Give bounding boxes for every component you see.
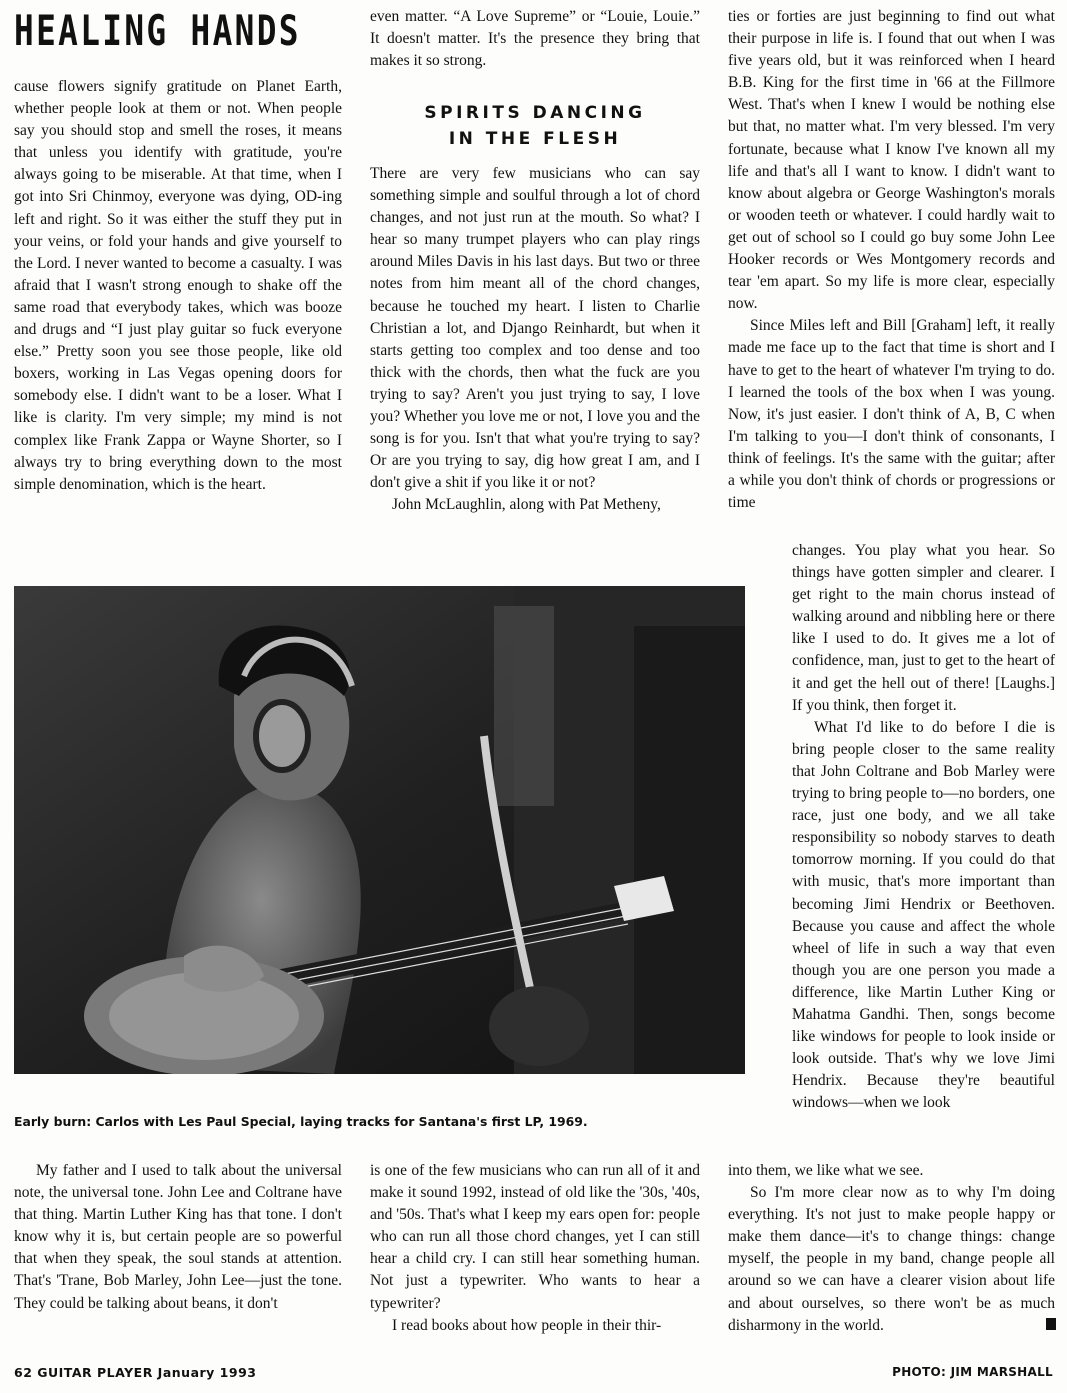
article-column-1: [14, 76, 342, 496]
paragraph: What I'd like to do before I die is bring people closer to the same reality that John Coltrane and Bob Marley were trying to bring people to—no borders, one race, just one body, and we all take responsibility so nobody starves to death tomorrow morning. If you could do that with music, that's more important than becoming Jimi Hendrix or Beethoven. Because you cause and affect the whole wheel of life in such a way that even though you are one person you made a difference, like Martin Luther King or Mahatma Gandhi. Then, songs become like windows for people to look inside or look outside. That's why we love Jimi Hendrix. Because they're beautiful windows—when we look: [792, 718, 1055, 1112]
photo-credit: PHOTO: JIM MARSHALL: [892, 1365, 1053, 1379]
paragraph: even matter. “A Love Supreme” or “Louie, Louie.” It doesn't matter. It's the presence they bring that makes it so strong.: [370, 8, 700, 70]
paragraph: changes. You play what you hear. So things have gotten simpler and clearer. I get right to the main chorus instead of walking around and nibbling here or there like I used to do. It gives me a lot of confidence, man, just to get to the heart of it and get the hell out of there! [Laughs.] If you think, then forget it.: [792, 542, 1055, 714]
paragraph: My father and I used to talk about the universal note, the universal tone. John Lee and Coltrane have that thing. Martin Luther King has that tone. I don't know why it is, but certain people are so powerful that when they speak, the soul stands at attention. That's 'Trane, Bob Marley, John Lee—just the tone. They could be talking about beans, it don't: [14, 1162, 342, 1312]
paragraph: cause flowers signify gratitude on Planet Earth, whether people look at them or not. When people say you should stop and smell the roses, it means that unless you identify with gratitude, you're always going to be miserable. At that time, when I got into Sri Chinmoy, everyone was dying, OD-ing left and right. So it was either the stuff they put in your veins, or fold your hands and give yourself to the Lord. I never wanted to become a casualty. I was afraid that I wasn't strong enough to shake off the same road that everybody takes, which was booze and drugs and “I just play guitar so fuck everyone else.” Pretty soon you see those people, like old boxers, working in Las Vegas opening doors for somebody else. I didn't want to be a loser. What I like is clarity. I'm very simple; my mind is not complex like Frank Zappa or Wayne Shorter, so I always try to bring everything down to the most simple denomination, which is the heart.: [14, 78, 342, 493]
article-column-1-bottom: [14, 1160, 342, 1315]
section-subhead: [370, 100, 700, 152]
subhead-line: SPIRITS DANCING: [424, 103, 646, 123]
photo-illustration: [14, 586, 745, 1074]
paragraph: I read books about how people in their thir-: [392, 1316, 662, 1334]
article-column-2: [370, 6, 700, 72]
article-column-3-wrap: [792, 540, 1055, 1114]
paragraph: into them, we like what we see.: [728, 1162, 924, 1179]
paragraph: So I'm more clear now as to why I'm doing everything. It's not just to make people happy or make them dance—it's to change things: change myself, the people in my band, change people all around so we can have a clearer vision about life and about ourselves, so there won't be as much disharmony in the world.: [728, 1184, 1055, 1334]
page-footer: 62 GUITAR PLAYER January 1993: [14, 1365, 257, 1380]
photo-caption: Early burn: Carlos with Les Paul Special, laying tracks for Santana's first LP, 1969.: [14, 1114, 588, 1129]
paragraph: ties or forties are just beginning to find out what their purpose in life is. I found that out when I was five years old, but it was reinforced when I heard B.B. King for the first time in '66 at the Fillmore West. That's when I knew I would be nothing else but that, no matter what. I'm very blessed. I'm very fortunate, because what I know I've known all my life and that's all I want to know. I didn't want to know about algebra or George Washington's morals or wooden teeth or whatever. I could hardly wait to get out of school so I could go buy some John Lee Hooker records or Wes Montgomery records and tear 'em apart. So my life is more clear, especially now.: [728, 8, 1055, 313]
paragraph: There are very few musicians who can say something simple and soulful through a lot of chord changes, and not just run at the mouth. So what? I hear so many trumpet players who can play rings around Miles Davis in his last days. But two or three notes from him meant all of the chord changes, because he touched my heart. I listen to Charlie Christian a lot, and Django Reinhardt, but when it starts getting too complex and too dense and too thick with the chords, then what the fuck are you trying to say? Aren't you just trying to say, I love you? Whether you love me or not, I love you and the song is for you. Isn't that what you're trying to say? Or are you trying to say, dig how great I am, and I don't give a shit if you like it or not?: [370, 165, 700, 492]
end-mark-icon: [1040, 1316, 1056, 1334]
paragraph: Since Miles left and Bill [Graham] left, it really made me face up to the fact that time is short and I have to get to the heart of whatever I'm trying to do. I learned the tools of the box when I was young. Now, it's just easier. I don't think of A, B, C when I'm talking to you—I don't think of consonants, I think of feelings. It's the same with the guitar; after a while you don't think of chords or progressions or time: [728, 317, 1055, 512]
article-photo: [14, 586, 745, 1074]
paragraph: John McLaughlin, along with Pat Metheny,: [392, 496, 661, 514]
section-heading: HEALING HANDS: [14, 6, 301, 55]
article-column-2-bottom: [370, 1160, 700, 1337]
article-column-2-body: [370, 163, 700, 517]
article-column-3-bottom: [728, 1160, 1055, 1337]
paragraph: is one of the few musicians who can run all of it and make it sound 1992, instead of old like the '30s, '40s, and '50s. That's what I keep my ears open for: people who can run all those chord changes, yet I can still hear a child cry. I can still hear something human. Not just a typewriter. Who wants to hear a typewriter?: [370, 1162, 700, 1312]
article-column-3: [728, 6, 1055, 514]
subhead-line: IN THE FLESH: [448, 129, 622, 149]
